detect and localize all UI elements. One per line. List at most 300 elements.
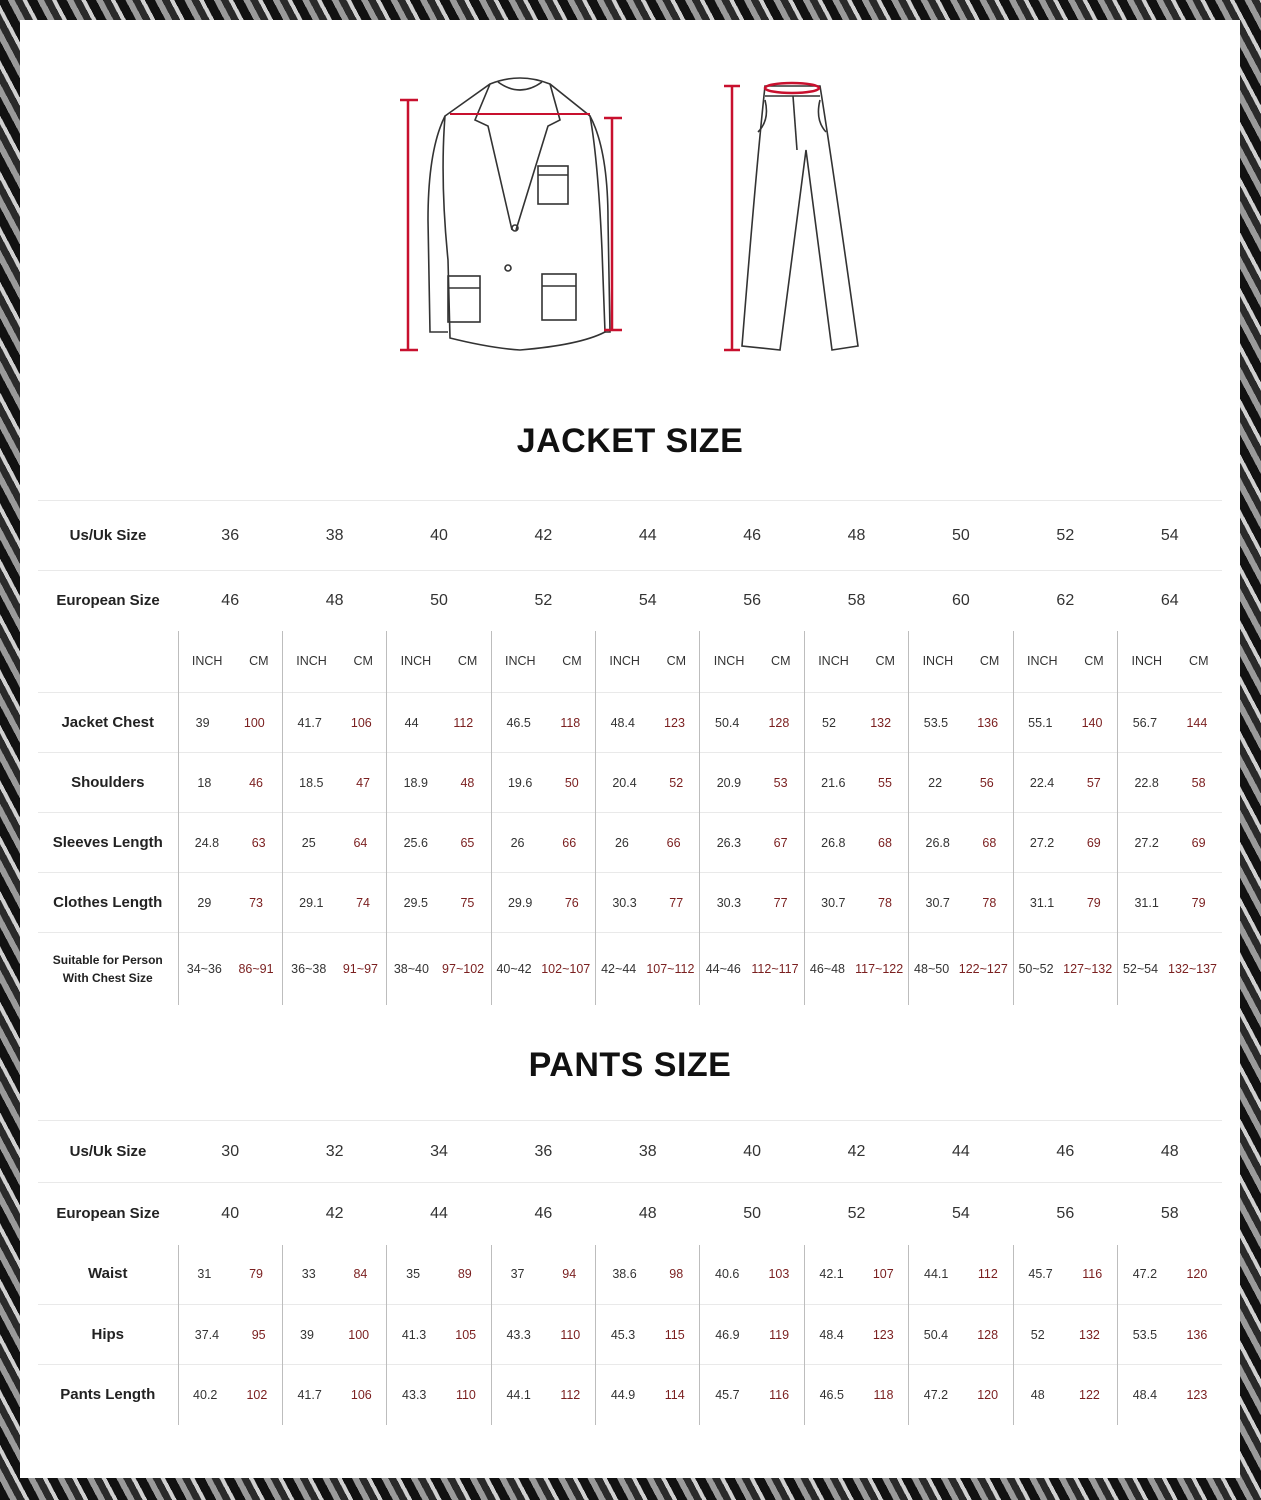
pants-eu-size: 52 [804, 1183, 908, 1245]
cm-value: 73 [249, 895, 263, 910]
jacket-value-cell [178, 693, 282, 753]
pants-value-cell [282, 1365, 386, 1425]
cm-value: 112 [560, 1387, 581, 1402]
cm-value: 128 [768, 715, 790, 730]
cm-value: 132 [870, 715, 892, 730]
inch-value: 44.1 [506, 1387, 531, 1402]
pants-value-cell [178, 1245, 282, 1305]
suitable-inch: 40~42 [496, 961, 532, 976]
cm-value: 63 [251, 835, 266, 850]
jacket-value-cell [804, 693, 908, 753]
cm-value: 58 [1191, 775, 1206, 790]
inch-value: 46.5 [506, 715, 531, 730]
inch-value: 55.1 [1028, 715, 1053, 730]
jacket-us-size: 44 [596, 501, 700, 571]
cm-value: 123 [872, 1327, 894, 1342]
cm-value: 78 [982, 895, 997, 910]
pants-value-cell [491, 1305, 595, 1365]
cm-value: 112 [977, 1267, 998, 1282]
cm-value: 95 [251, 1327, 266, 1342]
cm-value: 120 [1186, 1267, 1208, 1282]
jacket-us-label: Us/Uk Size [38, 501, 178, 571]
pants-value-cell [1013, 1305, 1117, 1365]
pants-value-cell [387, 1245, 491, 1305]
cm-value: 107 [872, 1267, 894, 1282]
jacket-eu-row [38, 571, 1222, 631]
jacket-value-cell [700, 813, 804, 873]
jacket-value-cell [387, 873, 491, 933]
cm-value: 53 [773, 775, 788, 790]
jacket-eu-size: 54 [596, 571, 700, 631]
inch-value: 46.5 [819, 1387, 844, 1402]
cm-value: 76 [564, 895, 579, 910]
jacket-eu-size: 48 [282, 571, 386, 631]
jacket-value-cell [1013, 753, 1117, 813]
inch-value: 21.6 [821, 775, 846, 790]
cm-value: 77 [669, 895, 684, 910]
cm-value: 89 [457, 1267, 472, 1282]
jacket-value-cell [700, 693, 804, 753]
inch-value: 18.5 [299, 775, 324, 790]
cm-value: 123 [664, 715, 685, 730]
pants-us-size: 30 [178, 1121, 282, 1183]
inch-value: 20.9 [716, 775, 742, 790]
unit-inch: INCH [922, 654, 954, 669]
cm-value: 46 [249, 775, 263, 790]
jacket-value-cell [491, 813, 595, 873]
pants-measure-lines [724, 83, 819, 350]
inch-value: 27.2 [1029, 835, 1055, 850]
pants-us-size: 34 [387, 1121, 491, 1183]
suitable-inch: 34~36 [186, 961, 222, 976]
suitable-cm: 117~122 [855, 961, 904, 976]
cm-value: 100 [243, 715, 265, 730]
cm-value: 136 [977, 715, 999, 730]
jacket-eu-size: 50 [387, 571, 491, 631]
pants-us-size: 40 [700, 1121, 804, 1183]
jacket-measure-row [38, 873, 1222, 933]
pants-eu-size: 56 [1013, 1183, 1117, 1245]
inch-value: 33 [301, 1267, 316, 1282]
unit-inch: INCH [1131, 654, 1163, 669]
cm-value: 66 [562, 835, 577, 850]
inch-value: 45.3 [610, 1327, 636, 1342]
size-chart-sheet [20, 20, 1240, 1478]
pants-us-size: 38 [596, 1121, 700, 1183]
inch-value: 29.5 [403, 895, 428, 910]
pants-value-cell [804, 1365, 908, 1425]
inch-value: 46.9 [715, 1327, 740, 1342]
cm-value: 110 [455, 1387, 476, 1402]
suitable-label-line2: With Chest Size [62, 970, 153, 985]
cm-value: 78 [878, 895, 892, 910]
jacket-value-cell [178, 753, 282, 813]
cm-value: 48 [460, 775, 475, 790]
jacket-measure-rows [38, 693, 1222, 933]
inch-value: 52 [822, 715, 836, 730]
inch-value: 52 [1030, 1327, 1045, 1342]
cm-value: 122 [1079, 1387, 1100, 1402]
unit-cm: CM [979, 654, 1000, 669]
cm-value: 79 [249, 1267, 263, 1282]
jacket-us-size: 46 [700, 501, 804, 571]
jacket-us-size: 48 [804, 501, 908, 571]
suitable-label-line1: Suitable for Person [52, 952, 163, 967]
inch-value: 41.7 [297, 715, 322, 730]
jacket-value-cell [804, 813, 908, 873]
jacket-value-cell [596, 693, 700, 753]
cm-value: 64 [353, 835, 368, 850]
inch-value: 37 [510, 1267, 525, 1282]
pants-us-size: 36 [491, 1121, 595, 1183]
jacket-measure-row [38, 753, 1222, 813]
pants-value-cell [909, 1365, 1013, 1425]
pants-value-cell [282, 1245, 386, 1305]
inch-value: 53.5 [923, 715, 949, 730]
unit-cm: CM [771, 654, 791, 669]
jacket-eu-size: 56 [700, 571, 804, 631]
inch-value: 20.4 [612, 775, 637, 790]
jacket-value-cell [1013, 813, 1117, 873]
inch-value: 39 [300, 1327, 314, 1342]
cm-value: 47 [356, 775, 370, 790]
jacket-value-cell [1118, 873, 1222, 933]
inch-value: 40.6 [715, 1267, 740, 1282]
unit-inch: INCH [505, 654, 536, 669]
inch-value: 47.2 [1132, 1267, 1158, 1282]
pants-eu-size: 50 [700, 1183, 804, 1245]
pants-row-label: Hips [38, 1305, 178, 1365]
unit-inch: INCH [400, 654, 432, 669]
jacket-row-label: Sleeves Length [38, 813, 178, 873]
jacket-us-row [38, 501, 1222, 571]
jacket-value-cell [1118, 813, 1222, 873]
pants-eu-size: 58 [1118, 1183, 1222, 1245]
cm-value: 55 [878, 775, 892, 790]
suitable-inch: 48~50 [914, 961, 950, 976]
cm-value: 75 [460, 895, 475, 910]
jacket-units-row [38, 631, 1222, 693]
jacket-measure-row [38, 693, 1222, 753]
jacket-value-cell [1118, 693, 1222, 753]
inch-value: 45.7 [1028, 1267, 1053, 1282]
unit-cm: CM [1084, 654, 1104, 669]
jacket-row-label: Clothes Length [38, 873, 178, 933]
inch-value: 31 [197, 1267, 212, 1282]
pants-us-size: 48 [1118, 1121, 1222, 1183]
pants-size-title: PANTS SIZE [528, 1046, 732, 1084]
suitable-cm: 132~137 [1168, 961, 1218, 976]
pants-value-cell [596, 1305, 700, 1365]
suitable-cm: 86~91 [238, 961, 274, 976]
pants-drawing [742, 86, 858, 350]
pants-eu-size: 46 [491, 1183, 595, 1245]
pants-value-cell [1013, 1365, 1117, 1425]
pants-value-cell [700, 1245, 804, 1305]
jacket-eu-size: 52 [491, 571, 595, 631]
cm-value: 116 [1082, 1267, 1103, 1282]
cm-value: 67 [773, 835, 788, 850]
suitable-cm: 97~102 [442, 961, 485, 976]
jacket-size-title: JACKET SIZE [516, 422, 744, 460]
cm-value: 74 [356, 895, 370, 910]
jacket-us-size: 42 [491, 501, 595, 571]
jacket-value-cell [909, 873, 1013, 933]
cm-value: 144 [1186, 715, 1208, 730]
pants-value-cell [596, 1365, 700, 1425]
unit-cm: CM [1189, 654, 1209, 669]
cm-value: 136 [1186, 1327, 1208, 1342]
inch-value: 30.3 [612, 895, 637, 910]
inch-value: 18 [197, 775, 212, 790]
jacket-value-cell [1013, 873, 1117, 933]
inch-value: 18.9 [403, 775, 428, 790]
inch-value: 25.6 [403, 835, 428, 850]
jacket-eu-size: 58 [804, 571, 908, 631]
pants-value-cell [909, 1305, 1013, 1365]
inch-value: 41.7 [297, 1387, 322, 1402]
suitable-inch: 44~46 [705, 961, 741, 976]
jacket-eu-size: 62 [1013, 571, 1117, 631]
jacket-value-cell [700, 873, 804, 933]
inch-value: 19.6 [507, 775, 533, 790]
pants-value-cell [1013, 1245, 1117, 1305]
inch-value: 41.3 [401, 1327, 427, 1342]
suitable-cm: 91~97 [342, 961, 378, 976]
cm-value: 140 [1081, 715, 1103, 730]
cm-value: 69 [1191, 835, 1206, 850]
cm-value: 120 [977, 1387, 999, 1402]
suitable-inch: 36~38 [291, 961, 327, 976]
cm-value: 79 [1191, 895, 1206, 910]
inch-value: 26 [614, 835, 629, 850]
cm-value: 114 [664, 1387, 685, 1402]
cm-value: 52 [669, 775, 684, 790]
inch-value: 48.4 [610, 715, 635, 730]
pants-value-cell [1118, 1305, 1222, 1365]
jacket-value-cell [909, 813, 1013, 873]
jacket-us-size: 38 [282, 501, 386, 571]
pants-value-cell [1118, 1245, 1222, 1305]
cm-value: 94 [562, 1267, 577, 1282]
jacket-suitable-row [38, 933, 1222, 1005]
jacket-value-cell [178, 873, 282, 933]
jacket-size-table [38, 500, 1222, 1005]
cm-value: 106 [350, 1387, 372, 1402]
pants-row-label: Waist [88, 1265, 128, 1283]
pants-eu-size: 40 [178, 1183, 282, 1245]
pants-us-row [38, 1121, 1222, 1183]
jacket-value-cell [596, 813, 700, 873]
cm-value: 77 [773, 895, 788, 910]
cm-value: 79 [1086, 895, 1101, 910]
inch-value: 43.3 [506, 1327, 531, 1342]
pants-size-table [38, 1120, 1222, 1425]
inch-value: 25 [301, 835, 316, 850]
jacket-eu-size: 60 [909, 571, 1013, 631]
suitable-inch: 50~52 [1018, 961, 1054, 976]
jacket-value-cell [282, 753, 386, 813]
unit-inch: INCH [296, 654, 327, 669]
pants-value-cell [491, 1245, 595, 1305]
inch-value: 26.8 [821, 835, 846, 850]
inch-value: 47.2 [923, 1387, 949, 1402]
jacket-us-size: 52 [1013, 501, 1117, 571]
inch-value: 30.7 [925, 895, 950, 910]
inch-value: 26 [510, 835, 525, 850]
jacket-value-cell [909, 693, 1013, 753]
cm-value: 103 [768, 1267, 790, 1282]
unit-cm: CM [666, 654, 687, 669]
jacket-value-cell [282, 813, 386, 873]
cm-value: 56 [979, 775, 994, 790]
inch-value: 42.1 [819, 1267, 844, 1282]
pants-eu-size: 42 [282, 1183, 386, 1245]
inch-value: 39 [195, 715, 210, 730]
suitable-inch: 52~54 [1122, 961, 1159, 976]
jacket-value-cell [596, 873, 700, 933]
cm-value: 65 [460, 835, 475, 850]
unit-cm: CM [249, 654, 269, 669]
inch-value: 29 [197, 895, 212, 910]
jacket-value-cell [1013, 693, 1117, 753]
jacket-eu-label: European Size [38, 571, 178, 631]
pants-us-size: 44 [909, 1121, 1013, 1183]
jacket-eu-size: 64 [1118, 571, 1222, 631]
pants-measure-row [38, 1365, 1222, 1425]
cm-value: 119 [769, 1327, 790, 1342]
cm-value: 110 [560, 1327, 581, 1342]
cm-value: 57 [1086, 775, 1101, 790]
cm-value: 66 [666, 835, 681, 850]
cm-value: 123 [1186, 1387, 1208, 1402]
inch-value: 44.1 [924, 1267, 949, 1282]
inch-value: 56.7 [1132, 715, 1158, 730]
inch-value: 31.1 [1134, 895, 1159, 910]
unit-cm: CM [353, 654, 373, 669]
cm-value: 68 [878, 835, 892, 850]
jacket-value-cell [282, 693, 386, 753]
pants-value-cell [804, 1245, 908, 1305]
pants-row-label: Pants Length [38, 1365, 178, 1425]
jacket-us-size: 54 [1118, 501, 1222, 571]
inch-value: 50.4 [715, 715, 740, 730]
inch-value: 29.1 [299, 895, 324, 910]
unit-inch: INCH [609, 654, 640, 669]
unit-inch: INCH [713, 654, 745, 669]
inch-value: 26.3 [716, 835, 742, 850]
pants-value-cell [387, 1305, 491, 1365]
cm-value: 118 [560, 715, 581, 730]
cm-value: 118 [873, 1387, 894, 1402]
inch-value: 40.2 [193, 1387, 218, 1402]
jacket-us-size: 40 [387, 501, 491, 571]
pants-us-size: 32 [282, 1121, 386, 1183]
jacket-value-cell [491, 873, 595, 933]
pants-us-label: Us/Uk Size [38, 1121, 178, 1183]
jacket-eu-size: 46 [178, 571, 282, 631]
unit-inch: INCH [1026, 654, 1058, 669]
pants-value-cell [282, 1305, 386, 1365]
inch-value: 43.3 [402, 1387, 427, 1402]
cm-value: 98 [669, 1267, 684, 1282]
inch-value: 37.4 [194, 1327, 220, 1342]
jacket-value-cell [804, 873, 908, 933]
pants-value-cell [700, 1365, 804, 1425]
pants-eu-label: European Size [38, 1183, 178, 1245]
jacket-value-cell [596, 753, 700, 813]
inch-value: 45.7 [715, 1387, 740, 1402]
cm-value: 106 [350, 715, 372, 730]
jacket-value-cell [491, 693, 595, 753]
cm-value: 115 [664, 1327, 685, 1342]
cm-value: 69 [1086, 835, 1101, 850]
cm-value: 132 [1079, 1327, 1100, 1342]
inch-value: 22.4 [1029, 775, 1055, 790]
jacket-us-size: 36 [178, 501, 282, 571]
inch-value: 44 [404, 715, 419, 730]
inch-value: 27.2 [1134, 835, 1159, 850]
inch-value: 50.4 [923, 1327, 949, 1342]
jacket-value-cell [700, 753, 804, 813]
pants-us-size: 42 [804, 1121, 908, 1183]
inch-value: 22 [928, 775, 943, 790]
pants-value-cell [178, 1365, 282, 1425]
suitable-cm: 102~107 [541, 961, 591, 976]
jacket-us-size: 50 [909, 501, 1013, 571]
unit-cm: CM [875, 654, 895, 669]
inch-value: 29.9 [507, 895, 533, 910]
pants-value-cell [387, 1365, 491, 1425]
jacket-value-cell [804, 753, 908, 813]
inch-value: 22.8 [1134, 775, 1159, 790]
suitable-cm: 122~127 [958, 961, 1008, 976]
jacket-value-cell [282, 873, 386, 933]
pants-value-cell [1118, 1365, 1222, 1425]
garment-illustration [20, 20, 1240, 400]
jacket-value-cell [387, 813, 491, 873]
jacket-measure-row [38, 813, 1222, 873]
inch-value: 48.4 [1132, 1387, 1158, 1402]
inch-value: 38.6 [612, 1267, 637, 1282]
unit-cm: CM [562, 654, 582, 669]
inch-value: 48 [1030, 1387, 1045, 1402]
inch-value: 30.3 [716, 895, 742, 910]
cm-value: 100 [348, 1327, 370, 1342]
cm-value: 105 [455, 1327, 477, 1342]
inch-value: 35 [406, 1267, 421, 1282]
pants-eu-size: 48 [596, 1183, 700, 1245]
unit-inch: INCH [818, 654, 849, 669]
pants-value-cell [804, 1305, 908, 1365]
suitable-cm: 107~112 [646, 961, 695, 976]
cm-value: 50 [564, 775, 579, 790]
pants-value-cell [909, 1245, 1013, 1305]
pants-eu-row [38, 1183, 1222, 1245]
suitable-cm: 127~132 [1063, 961, 1113, 976]
inch-value: 31.1 [1029, 895, 1055, 910]
pants-measure-row [38, 1245, 1222, 1305]
jacket-value-cell [1118, 753, 1222, 813]
inch-value: 24.8 [194, 835, 220, 850]
jacket-row-label: Jacket Chest [38, 693, 178, 753]
jacket-value-cell [178, 813, 282, 873]
unit-inch: INCH [191, 654, 223, 669]
cm-value: 112 [453, 715, 474, 730]
suitable-inch: 42~44 [601, 961, 637, 976]
jacket-row-label: Shoulders [38, 753, 178, 813]
pants-value-cell [178, 1305, 282, 1365]
